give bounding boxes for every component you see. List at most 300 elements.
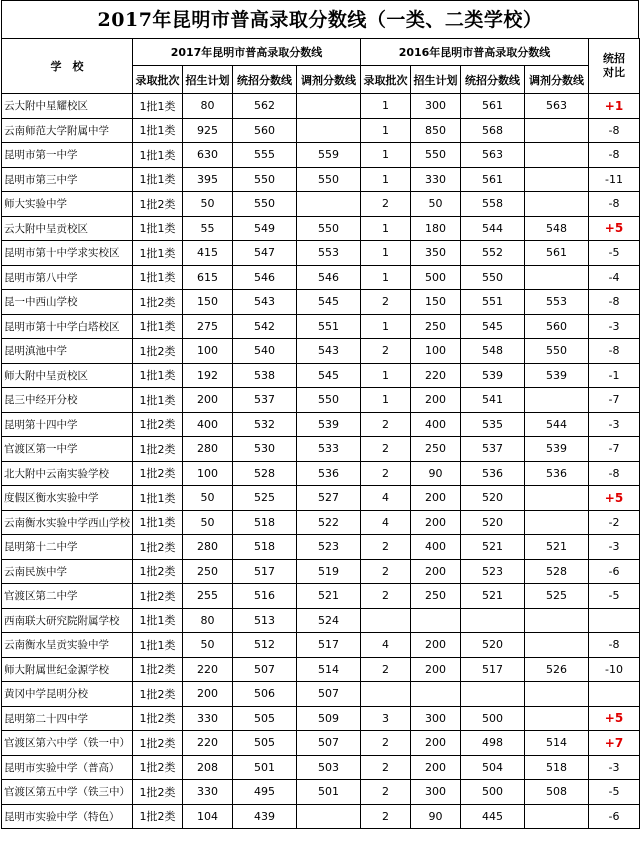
cell-2017-batch: 1批2类 (133, 437, 183, 462)
cell-2017-score: 525 (233, 486, 297, 511)
cell-compare: -8 (589, 118, 640, 143)
cell-2017-plan: 630 (183, 143, 233, 168)
cell-2017-score: 543 (233, 290, 297, 315)
cell-2016-batch: 2 (361, 731, 411, 756)
table-row (2, 339, 640, 364)
cell-2016-batch: 2 (361, 412, 411, 437)
table-row (2, 657, 640, 682)
cell-2016-plan: 300 (411, 780, 461, 805)
cell-2016-batch: 1 (361, 314, 411, 339)
cell-2017-plan: 208 (183, 755, 233, 780)
cell-2016-batch: 1 (361, 216, 411, 241)
cell-2017-adjust: 509 (297, 706, 361, 731)
header-2016-plan: 招生计划 (411, 66, 461, 94)
cell-2016-adjust: 526 (525, 657, 589, 682)
cell-2017-adjust: 507 (297, 682, 361, 707)
cell-2017-batch: 1批2类 (133, 584, 183, 609)
cell-2016-batch (361, 682, 411, 707)
table-row (2, 290, 640, 315)
cell-2016-adjust: 544 (525, 412, 589, 437)
cell-2016-batch: 2 (361, 192, 411, 217)
cell-2016-plan: 200 (411, 388, 461, 413)
cell-2017-score: 532 (233, 412, 297, 437)
cell-2016-adjust (525, 486, 589, 511)
cell-2016-adjust (525, 706, 589, 731)
cell-2016-adjust: 508 (525, 780, 589, 805)
cell-compare: -3 (589, 755, 640, 780)
cell-compare: -8 (589, 290, 640, 315)
cell-2017-adjust: 546 (297, 265, 361, 290)
cell-2016-plan (411, 682, 461, 707)
cell-2016-batch: 1 (361, 94, 411, 119)
cell-2016-score: 552 (461, 241, 525, 266)
cell-2016-adjust: 514 (525, 731, 589, 756)
cell-2016-plan: 500 (411, 265, 461, 290)
table-row (2, 461, 640, 486)
cell-2017-score: 507 (233, 657, 297, 682)
cell-2016-adjust: 525 (525, 584, 589, 609)
cell-2017-batch: 1批2类 (133, 412, 183, 437)
cell-2017-adjust: 507 (297, 731, 361, 756)
header-compare-label: 统招对比 (603, 52, 625, 79)
cell-2016-adjust (525, 608, 589, 633)
cell-2016-adjust (525, 265, 589, 290)
cell-2016-batch: 2 (361, 559, 411, 584)
cell-2017-batch: 1批1类 (133, 118, 183, 143)
cell-school: 官渡区第二中学 (2, 584, 133, 609)
cell-2017-adjust: 539 (297, 412, 361, 437)
cell-2016-batch: 1 (361, 118, 411, 143)
cell-2016-score: 520 (461, 486, 525, 511)
cell-2016-plan: 400 (411, 535, 461, 560)
cell-2016-plan: 330 (411, 167, 461, 192)
cell-2017-batch: 1批1类 (133, 167, 183, 192)
cell-2017-batch: 1批1类 (133, 486, 183, 511)
cell-2016-batch: 2 (361, 657, 411, 682)
cell-2017-plan: 415 (183, 241, 233, 266)
cell-2016-adjust (525, 388, 589, 413)
cell-2016-plan: 180 (411, 216, 461, 241)
table-row (2, 94, 640, 119)
cell-compare: -3 (589, 412, 640, 437)
cell-2017-adjust: 503 (297, 755, 361, 780)
cell-2017-adjust: 522 (297, 510, 361, 535)
table-row (2, 167, 640, 192)
cell-2017-batch: 1批1类 (133, 241, 183, 266)
cell-2017-score: 540 (233, 339, 297, 364)
cell-2016-batch: 4 (361, 510, 411, 535)
cell-school: 官渡区第六中学（铁一中） (2, 731, 133, 756)
cell-2017-plan: 220 (183, 657, 233, 682)
cell-compare: +7 (589, 731, 640, 756)
cell-school: 昆明市实验中学（普高） (2, 755, 133, 780)
cell-2016-score: 561 (461, 167, 525, 192)
cell-2016-batch: 3 (361, 706, 411, 731)
header-school: 学 校 (2, 39, 133, 94)
cell-2017-batch: 1批1类 (133, 94, 183, 119)
cell-2017-plan: 275 (183, 314, 233, 339)
cell-2017-plan: 50 (183, 510, 233, 535)
cell-2017-adjust: 545 (297, 363, 361, 388)
cell-2017-batch: 1批2类 (133, 682, 183, 707)
cell-2016-batch: 2 (361, 339, 411, 364)
cell-2017-adjust (297, 804, 361, 829)
cell-2017-plan: 100 (183, 339, 233, 364)
cell-2016-plan (411, 608, 461, 633)
cell-2017-adjust: 559 (297, 143, 361, 168)
cell-2016-plan: 850 (411, 118, 461, 143)
cell-2017-batch: 1批2类 (133, 290, 183, 315)
table-body (2, 94, 640, 829)
cell-2016-plan: 50 (411, 192, 461, 217)
table-row (2, 486, 640, 511)
cell-compare: -2 (589, 510, 640, 535)
cell-2017-adjust (297, 192, 361, 217)
table-row (2, 633, 640, 658)
cell-2017-plan: 330 (183, 706, 233, 731)
cell-2016-batch: 1 (361, 363, 411, 388)
cell-2016-score: 498 (461, 731, 525, 756)
cell-2016-plan: 300 (411, 94, 461, 119)
cell-2016-batch: 4 (361, 633, 411, 658)
cell-2017-score: 550 (233, 192, 297, 217)
header-2017-group: 2017年昆明市普高录取分数线 (133, 39, 361, 66)
cell-school: 昆明第二十四中学 (2, 706, 133, 731)
cell-2017-batch: 1批2类 (133, 755, 183, 780)
cell-2017-plan: 80 (183, 608, 233, 633)
table-row (2, 559, 640, 584)
cell-2017-batch: 1批1类 (133, 363, 183, 388)
cell-2016-plan: 200 (411, 486, 461, 511)
cell-2016-score: 520 (461, 510, 525, 535)
cell-2017-batch: 1批2类 (133, 657, 183, 682)
cell-2016-score: 521 (461, 584, 525, 609)
cell-2017-score: 528 (233, 461, 297, 486)
cell-compare: +5 (589, 216, 640, 241)
cell-2017-batch: 1批1类 (133, 510, 183, 535)
cell-2017-score: 518 (233, 510, 297, 535)
cell-2017-adjust (297, 118, 361, 143)
cell-2017-adjust: 514 (297, 657, 361, 682)
cell-2016-plan: 150 (411, 290, 461, 315)
cell-2017-score: 538 (233, 363, 297, 388)
cell-2017-plan: 50 (183, 486, 233, 511)
cell-2016-score: 568 (461, 118, 525, 143)
cell-2017-adjust: 553 (297, 241, 361, 266)
cell-2017-plan: 55 (183, 216, 233, 241)
cell-2017-adjust: 550 (297, 167, 361, 192)
cell-2017-batch: 1批2类 (133, 706, 183, 731)
cell-2017-adjust: 519 (297, 559, 361, 584)
cell-2016-adjust: 560 (525, 314, 589, 339)
cell-compare: -5 (589, 241, 640, 266)
cell-school: 云南衡水实验中学西山学校 (2, 510, 133, 535)
cell-2016-score: 537 (461, 437, 525, 462)
cell-2016-batch (361, 608, 411, 633)
header-2016-adjust: 调剂分数线 (525, 66, 589, 94)
table-row (2, 241, 640, 266)
cell-compare: -1 (589, 363, 640, 388)
cell-2017-plan: 200 (183, 682, 233, 707)
cell-2016-adjust (525, 143, 589, 168)
cell-school: 昆明市实验中学（特色） (2, 804, 133, 829)
cell-2016-score: 445 (461, 804, 525, 829)
cell-2016-plan: 250 (411, 437, 461, 462)
table-row (2, 388, 640, 413)
cell-2017-adjust: 545 (297, 290, 361, 315)
cell-2016-plan: 90 (411, 804, 461, 829)
cell-2016-batch: 2 (361, 755, 411, 780)
cell-2017-plan: 80 (183, 94, 233, 119)
table-row (2, 118, 640, 143)
table-row (2, 265, 640, 290)
cell-2016-score: 541 (461, 388, 525, 413)
cell-2016-batch: 2 (361, 584, 411, 609)
cell-compare: -7 (589, 437, 640, 462)
cell-2017-batch: 1批1类 (133, 388, 183, 413)
cell-2016-plan: 200 (411, 559, 461, 584)
cell-2016-batch: 2 (361, 780, 411, 805)
cell-2016-score: 500 (461, 706, 525, 731)
cell-2017-adjust: 521 (297, 584, 361, 609)
cell-2017-score: 501 (233, 755, 297, 780)
cell-2017-score: 506 (233, 682, 297, 707)
cell-2017-batch: 1批2类 (133, 461, 183, 486)
cell-2017-plan: 615 (183, 265, 233, 290)
cell-2016-adjust: 563 (525, 94, 589, 119)
cell-2017-plan: 250 (183, 559, 233, 584)
header-2017-batch: 录取批次 (133, 66, 183, 94)
cell-compare (589, 608, 640, 633)
cell-2016-adjust (525, 633, 589, 658)
cell-school: 官渡区第五中学（铁三中） (2, 780, 133, 805)
cell-2016-plan: 350 (411, 241, 461, 266)
cell-school: 师大附属世纪金源学校 (2, 657, 133, 682)
table-row (2, 510, 640, 535)
table-row (2, 706, 640, 731)
cell-compare: -8 (589, 461, 640, 486)
table-row (2, 731, 640, 756)
cell-2017-batch: 1批2类 (133, 559, 183, 584)
cell-compare: -8 (589, 143, 640, 168)
cell-2016-adjust (525, 192, 589, 217)
cell-2016-batch: 1 (361, 388, 411, 413)
cell-2016-adjust (525, 167, 589, 192)
cell-2017-score: 516 (233, 584, 297, 609)
cell-2016-score (461, 682, 525, 707)
cell-2017-score: 555 (233, 143, 297, 168)
cell-2017-score: 518 (233, 535, 297, 560)
cell-compare: -7 (589, 388, 640, 413)
cell-2017-batch: 1批2类 (133, 780, 183, 805)
cell-compare: -10 (589, 657, 640, 682)
cell-2017-plan: 50 (183, 192, 233, 217)
cell-2017-score: 505 (233, 731, 297, 756)
cell-2016-plan: 200 (411, 510, 461, 535)
cell-school: 西南联大研究院附属学校 (2, 608, 133, 633)
cell-school: 师大附中呈贡校区 (2, 363, 133, 388)
cell-compare: -6 (589, 804, 640, 829)
cell-2017-plan: 50 (183, 633, 233, 658)
cell-2016-batch: 2 (361, 804, 411, 829)
table-row (2, 755, 640, 780)
cell-2016-score: 536 (461, 461, 525, 486)
cell-2017-plan: 280 (183, 535, 233, 560)
cell-2017-plan: 400 (183, 412, 233, 437)
cell-2017-score: 505 (233, 706, 297, 731)
cell-2016-batch: 1 (361, 241, 411, 266)
cell-2017-plan: 104 (183, 804, 233, 829)
table-row (2, 780, 640, 805)
header-2016-batch: 录取批次 (361, 66, 411, 94)
cell-2017-batch: 1批1类 (133, 143, 183, 168)
header-2016-score: 统招分数线 (461, 66, 525, 94)
cell-2016-score: 548 (461, 339, 525, 364)
cell-2017-adjust (297, 94, 361, 119)
cell-2017-adjust: 501 (297, 780, 361, 805)
cell-school: 昆明第十二中学 (2, 535, 133, 560)
cell-school: 昆三中经开分校 (2, 388, 133, 413)
cell-2017-batch: 1批2类 (133, 339, 183, 364)
cell-2017-score: 549 (233, 216, 297, 241)
score-document (1, 0, 639, 829)
cell-2016-adjust: 521 (525, 535, 589, 560)
cell-school: 昆明第十四中学 (2, 412, 133, 437)
table-row (2, 535, 640, 560)
cell-2016-batch: 2 (361, 461, 411, 486)
cell-2017-score: 513 (233, 608, 297, 633)
cell-2016-plan: 100 (411, 339, 461, 364)
cell-school: 云南民族中学 (2, 559, 133, 584)
cell-2017-batch: 1批1类 (133, 608, 183, 633)
cell-2017-plan: 220 (183, 731, 233, 756)
cell-school: 云大附中星耀校区 (2, 94, 133, 119)
cell-2016-adjust: 518 (525, 755, 589, 780)
cell-2017-score: 562 (233, 94, 297, 119)
cell-2017-adjust: 524 (297, 608, 361, 633)
cell-2017-score: 537 (233, 388, 297, 413)
cell-compare: -4 (589, 265, 640, 290)
cell-school: 云南师范大学附属中学 (2, 118, 133, 143)
cell-2016-score: 561 (461, 94, 525, 119)
cell-2016-batch: 2 (361, 535, 411, 560)
cell-compare: +5 (589, 706, 640, 731)
cell-2017-adjust: 517 (297, 633, 361, 658)
cell-school: 昆明市第八中学 (2, 265, 133, 290)
cell-2016-plan: 400 (411, 412, 461, 437)
cell-2017-adjust: 550 (297, 216, 361, 241)
document-title: 2017年昆明市普高录取分数线（一类、二类学校） (1, 0, 639, 38)
cell-school: 昆一中西山学校 (2, 290, 133, 315)
cell-2017-batch: 1批1类 (133, 265, 183, 290)
cell-school: 昆明市第三中学 (2, 167, 133, 192)
cell-2017-plan: 100 (183, 461, 233, 486)
cell-school: 师大实验中学 (2, 192, 133, 217)
cell-2017-plan: 395 (183, 167, 233, 192)
cell-2016-score: 563 (461, 143, 525, 168)
cell-2016-adjust: 536 (525, 461, 589, 486)
header-2017-score: 统招分数线 (233, 66, 297, 94)
cell-2016-score: 544 (461, 216, 525, 241)
cell-2017-batch: 1批1类 (133, 314, 183, 339)
table-row (2, 192, 640, 217)
cell-2016-adjust: 561 (525, 241, 589, 266)
cell-2017-batch: 1批2类 (133, 535, 183, 560)
cell-2016-plan: 200 (411, 633, 461, 658)
cell-2016-adjust: 550 (525, 339, 589, 364)
cell-2016-score: 517 (461, 657, 525, 682)
cell-2017-score: 439 (233, 804, 297, 829)
cell-school: 昆明滇池中学 (2, 339, 133, 364)
cell-2017-score: 560 (233, 118, 297, 143)
cell-2016-score: 550 (461, 265, 525, 290)
cell-2016-score: 545 (461, 314, 525, 339)
cell-compare: -6 (589, 559, 640, 584)
cell-compare: -5 (589, 780, 640, 805)
cell-2017-adjust: 523 (297, 535, 361, 560)
cell-2017-adjust: 550 (297, 388, 361, 413)
cell-2016-score: 520 (461, 633, 525, 658)
cell-2017-plan: 280 (183, 437, 233, 462)
cell-2016-batch: 1 (361, 143, 411, 168)
cell-2017-score: 547 (233, 241, 297, 266)
cell-compare: +5 (589, 486, 640, 511)
score-table (1, 38, 640, 829)
cell-2017-adjust: 536 (297, 461, 361, 486)
cell-2017-batch: 1批2类 (133, 192, 183, 217)
cell-2016-adjust (525, 118, 589, 143)
cell-school: 官渡区第一中学 (2, 437, 133, 462)
cell-2016-plan: 250 (411, 584, 461, 609)
cell-2016-plan: 220 (411, 363, 461, 388)
cell-2016-score: 539 (461, 363, 525, 388)
cell-compare: -8 (589, 339, 640, 364)
cell-2016-score (461, 608, 525, 633)
cell-school: 度假区衡水实验中学 (2, 486, 133, 511)
cell-2016-batch: 1 (361, 167, 411, 192)
cell-school: 昆明市第十中学求实校区 (2, 241, 133, 266)
cell-compare (589, 682, 640, 707)
cell-2016-batch: 1 (361, 265, 411, 290)
cell-2016-adjust: 539 (525, 363, 589, 388)
cell-2017-score: 512 (233, 633, 297, 658)
cell-compare: -8 (589, 192, 640, 217)
cell-2016-plan: 550 (411, 143, 461, 168)
cell-2016-score: 551 (461, 290, 525, 315)
cell-2016-plan: 200 (411, 731, 461, 756)
cell-2017-score: 495 (233, 780, 297, 805)
table-row (2, 143, 640, 168)
cell-2016-adjust: 548 (525, 216, 589, 241)
cell-2016-plan: 300 (411, 706, 461, 731)
cell-compare: +1 (589, 94, 640, 119)
table-row (2, 216, 640, 241)
header-2017-plan: 招生计划 (183, 66, 233, 94)
cell-2017-adjust: 543 (297, 339, 361, 364)
cell-2017-adjust: 533 (297, 437, 361, 462)
cell-2016-batch: 2 (361, 290, 411, 315)
cell-2016-plan: 250 (411, 314, 461, 339)
cell-2017-score: 550 (233, 167, 297, 192)
cell-2016-score: 521 (461, 535, 525, 560)
cell-2017-plan: 255 (183, 584, 233, 609)
cell-2016-adjust: 553 (525, 290, 589, 315)
cell-school: 昆明市第一中学 (2, 143, 133, 168)
cell-2017-score: 530 (233, 437, 297, 462)
cell-2016-adjust: 539 (525, 437, 589, 462)
cell-2017-score: 546 (233, 265, 297, 290)
cell-2016-plan: 90 (411, 461, 461, 486)
